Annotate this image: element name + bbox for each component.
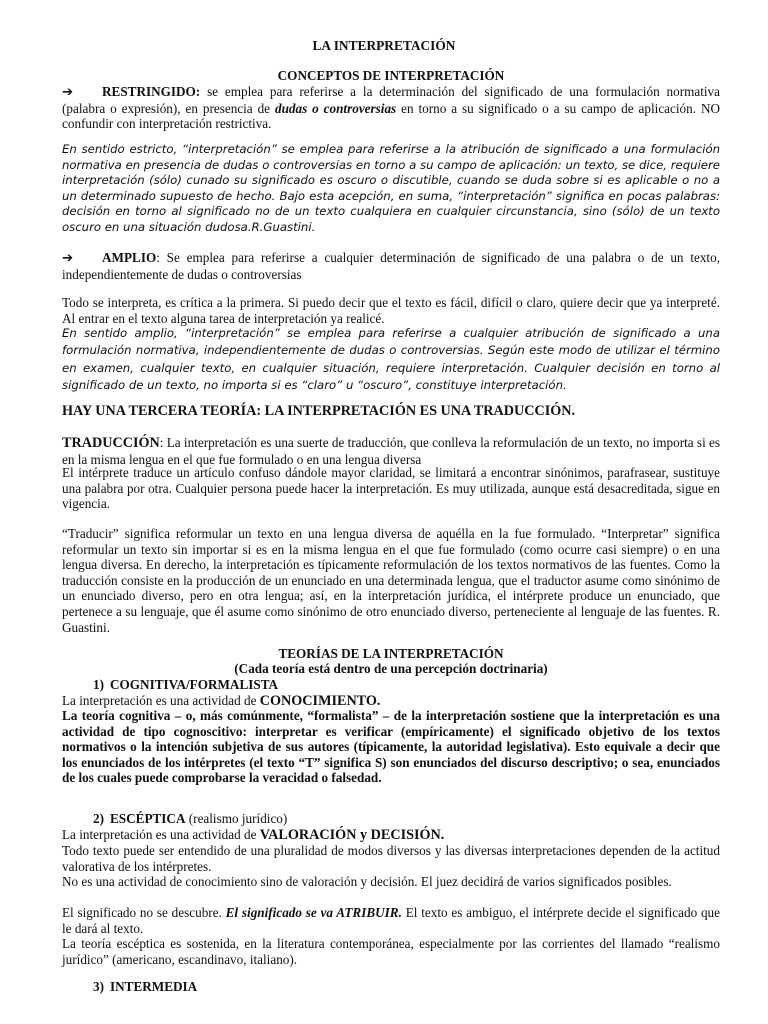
teoria-2-p2: No es una actividad de conocimiento sino de valoración y decisión. El juez decidirá de varios significados posibles. [62, 874, 672, 889]
teoria-1-keyword: CONOCIMIENTO. [259, 693, 381, 709]
traduccion-paragraph: TRADUCCIÓN: La interpretación es una suerte de traducción, que conlleva la reformulación de un texto, no importa si es en la misma lengua en el que fue formulado o en una lengua diversa [62, 435, 721, 467]
section-subtitle: CONCEPTOS DE INTERPRETACIÓN [277, 68, 505, 83]
traduccion-paragraph-2: El intérprete traduce un artículo confuso dándole mayor claridad, se limitará a encontrar sinónimos, parafrasear, sustituye una palabra por otra. Cualquier persona puede hacer la interpretación. Es muy utilizada, aunque está desacreditada, sigue en vigencia. [62, 465, 720, 512]
todo-paragraph: Todo se interpreta, es crítica a la primera. Si puedo decir que el texto es fácil, difícil o claro, quiere decir que ya interpreté. Al entrar en el texto alguna tarea de interpretación ya realicé. [62, 295, 720, 326]
tercera-heading: HAY UNA TERCERA TEORÍA: LA INTERPRETACIÓN ES UNA TRADUCCIÓN. [62, 403, 576, 419]
teoria-2-intro: La interpretación es una actividad de VALORACIÓN y DECISIÓN. [62, 827, 445, 843]
teoria-2-keyword: VALORACIÓN y DECISIÓN. [259, 827, 445, 843]
estricto-quote: En sentido estricto, “interpretación” se emplea para referirse a la atribución de significado a una formulación normativa en presencia de dudas o controversias en torno a su campo de aplicación: un texto, se dice, requiere interpretación (sólo) cunado su significado es oscuro o discutible, cuando se duda sobre si es aplicable o no a un determinado supuesto de hecho. Bajo esta acepción, en suma, “interpretación” significa en pocas palabras: decisión en torno al significado no de un texto cualquiera en cualquier circunstancia, sino (sólo) de un texto oscuro en una situación dudosa.R.Guastini. [62, 142, 720, 234]
teoria-3-heading: 3) INTERMEDIA [93, 979, 198, 994]
restringido-label: RESTRINGIDO: [102, 84, 201, 99]
teoria-1-description: La teoría cognitiva – o, más comúnmente, “formalista” – de la interpretación sostiene que la interpretación es una actividad de tipo cognoscitivo: interpretar es verificar (empíricamente) el significado objetivo de los textos normativos o la intención subjetiva de sus autores (típicamente, la autoridad legislativa). Esto equivale a decir que los enunciados de los intérpretes (el texto “T” significa S) son enunciados del discurso descriptivo; o sea, enunciados de los cuales puede comprobarse la veracidad o falsedad. [62, 708, 720, 786]
teoria-2-p1: Todo texto puede ser entendido de una pluralidad de modos diversos y las diversas interpretaciones dependen de la actitud valorativa de los intérpretes. [62, 843, 720, 874]
teoria-2-heading: 2) ESCÉPTICA (realismo jurídico) [93, 811, 288, 826]
teorias-heading: TEORÍAS DE LA INTERPRETACIÓN [278, 646, 504, 661]
document-title: LA INTERPRETACIÓN [312, 38, 456, 53]
arrow-icon: ➔ [62, 251, 74, 266]
amplio-paragraph: ➔ AMPLIO: Se emplea para referirse a cualquier determinación de significado de una palabra o de un texto, independientemente de dudas o controversias [62, 250, 720, 282]
arrow-icon: ➔ [62, 85, 74, 100]
traducir-quote: “Traducir” significa reformular un texto en una lengua diversa de aquélla en la fue formulado. “Interpretar” significa reformular un texto sin importar si es en la misma lengua en el que fue formulado (como ocurre casi siempre) o en una lengua diversa. En derecho, la interpretación es típicamente reformulación de los textos normativos de las fuentes. Como la traducción consiste en la producción de un enunciado en una determinada lengua, que el traductor asume como sinónimo de un enunciado diverso, pero en otra lengua; así, en la interpretación jurídica, el intérprete produce un enunciado, que pertenece a su lenguaje, que él asume como sinónimo de otro enunciado diverso, perteneciente al lenguaje de las fuentes. R. Guastini. [62, 526, 720, 635]
teoria-2-emphasis: El significado se va ATRIBUIR. [225, 905, 402, 920]
teoria-1-intro: La interpretación es una actividad de CONOCIMIENTO. [62, 693, 381, 709]
amplio-quote: En sentido amplio, “interpretación” se emplea para referirse a cualquier atribución de significado a una formulación normativa, independientemente de dudas o controversias. Según este modo de utilizar el término en examen, cualquier texto, en cualquier situación, requiere interpretación. Cualquier decisión en torno al significado de un texto, no importa si es “claro” u “oscuro”, constituye interpretación. [62, 326, 720, 392]
restringido-paragraph: ➔ RESTRINGIDO: se emplea para referirse a la determinación del significado de una formulación normativa (palabra o expresión), en presencia de dudas o controversias en torno a su significado o a su campo de aplicación. NO confundir con interpretación restrictiva. [62, 84, 721, 132]
teoria-1-heading: 1) COGNITIVA/FORMALISTA [93, 677, 279, 692]
teoria-2-p3: El significado no se descubre. El significado se va ATRIBUIR. El texto es ambiguo, el intérprete decide el significado que le dará al texto. [62, 905, 720, 936]
traduccion-label: TRADUCCIÓN [62, 435, 160, 451]
teorias-subheading: (Cada teoría está dentro de una percepción doctrinaria) [234, 661, 548, 676]
teoria-2-p4: La teoría escéptica es sostenida, en la literatura contemporánea, especialmente por las corrientes del llamado “realismo jurídico” (americano, escandinavo, italiano). [62, 936, 720, 967]
restringido-emphasis: dudas o controversias [274, 100, 397, 116]
amplio-label: AMPLIO [102, 250, 157, 265]
